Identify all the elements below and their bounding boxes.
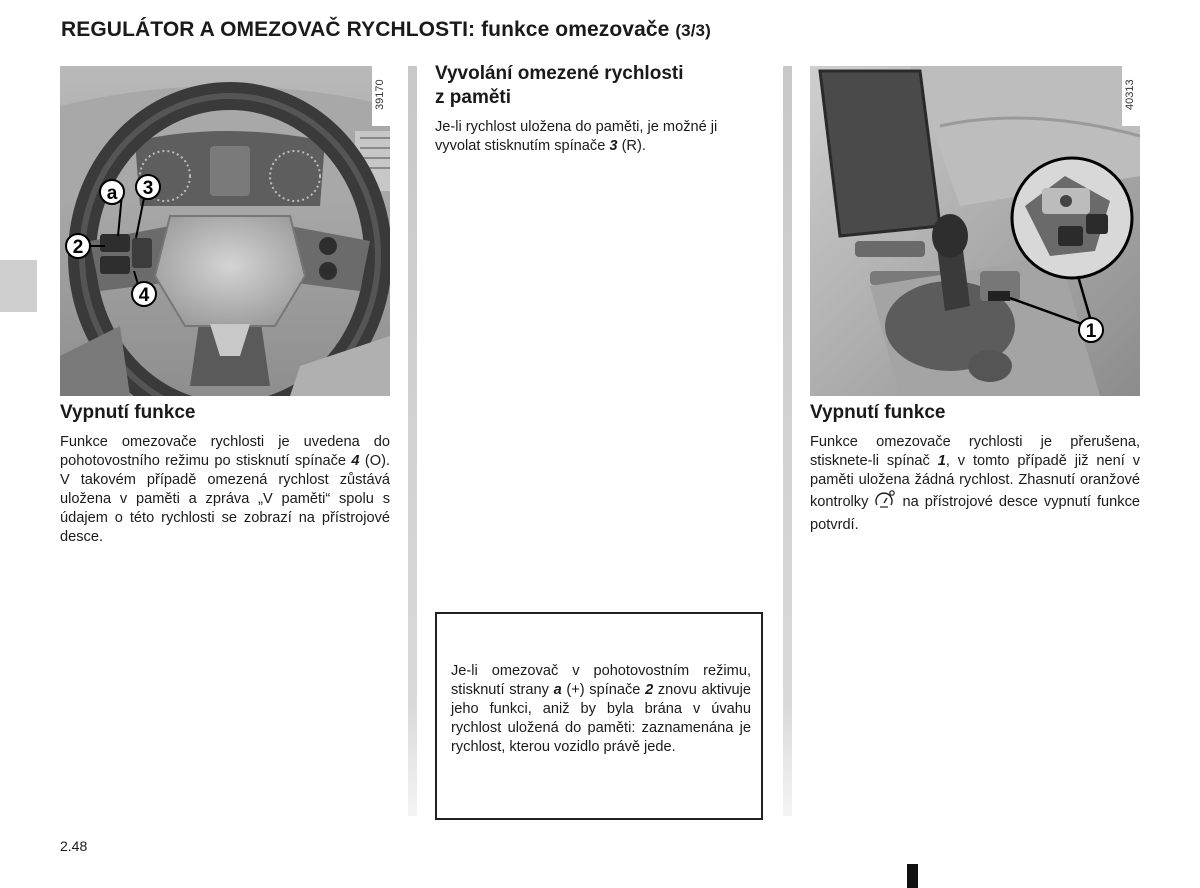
figure-number: 39170 bbox=[374, 79, 386, 110]
figure-number: 40313 bbox=[1124, 79, 1136, 110]
column-separator bbox=[408, 66, 417, 816]
column-separator bbox=[783, 66, 792, 816]
callout-3: 3 bbox=[142, 178, 154, 199]
page-title bbox=[61, 18, 711, 42]
section-heading: Vypnutí funkce bbox=[60, 402, 196, 423]
section-heading: Vyvolání omezené rychlosti z paměti bbox=[435, 63, 684, 108]
body-text: Je-li rychlost uložena do paměti, je možné ji vyvolat stisknutím spínače 3 (R). bbox=[435, 119, 718, 154]
page-title-part: (3/3) bbox=[675, 21, 711, 40]
body-text: Funkce omezovače rychlosti je přerušena, stisknete-li spínač 1, v tomto případě již není v paměti uložena žádná rychlost. Zhasnutí oranžové kontrolky na přístrojové desce vypnutí funkce potvrdí. bbox=[810, 434, 1141, 533]
steering-wheel-figure bbox=[60, 66, 390, 396]
center-console-figure bbox=[810, 66, 1140, 396]
page-number: 2.48 bbox=[60, 838, 88, 854]
section-tab bbox=[0, 260, 37, 312]
note-box bbox=[435, 612, 763, 820]
speed-limiter-warning-icon bbox=[874, 490, 896, 516]
body-text: Funkce omezovače rychlosti je uvedena do pohotovostního režimu po stisknutí spínače 4 (O). V takovém případě omezená rychlost zůstává uložena v paměti a zpráva „V paměti“ spolu s údajem o této rychlosti se zobrazí na přístrojové desce. bbox=[60, 434, 390, 545]
page-title-main: REGULÁTOR A OMEZOVAČ RYCHLOSTI: funkce omezovače bbox=[61, 18, 670, 41]
corner-mark bbox=[907, 864, 918, 888]
section-heading: Vypnutí funkce bbox=[810, 402, 946, 423]
callout-4: 4 bbox=[138, 285, 150, 306]
note-text: Je-li omezovač v pohotovostním režimu, stisknutí strany a (+) spínače 2 znovu aktivuje jeho funkci, aniž by byla brána v úvahu rychlost uložená do paměti: zaznamenána je rychlost, kterou vozidlo právě jede. bbox=[451, 663, 751, 755]
callout-a: a bbox=[106, 183, 118, 204]
callout-1: 1 bbox=[1085, 321, 1097, 342]
callout-2: 2 bbox=[72, 237, 84, 258]
